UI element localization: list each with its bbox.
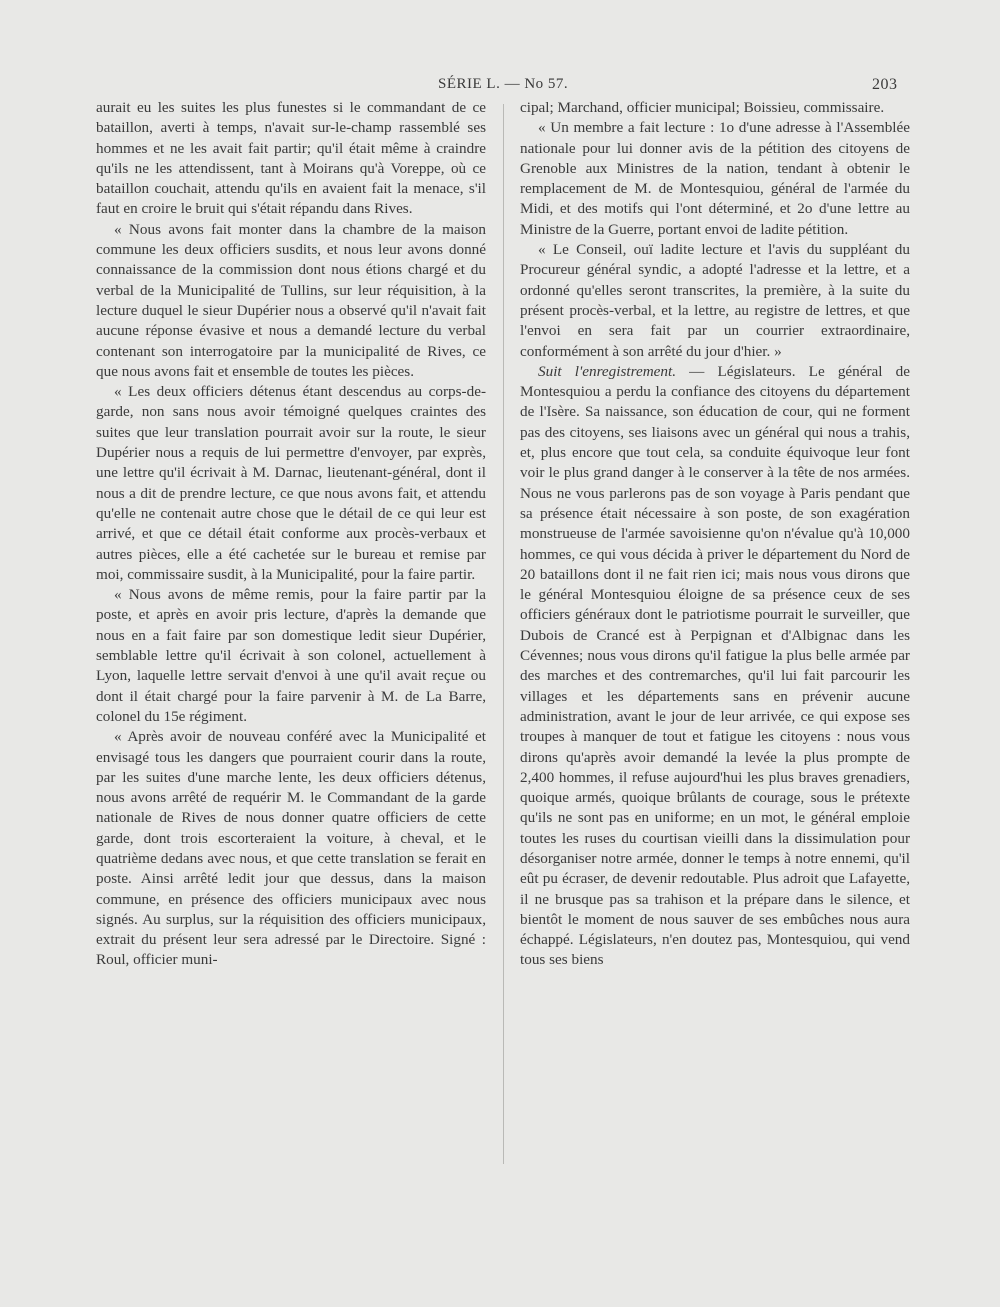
left-paragraph-1: aurait eu les suites les plus funestes si le commandant de ce bataillon, averti à temps, n'avait sur-le-champ rassemblé ses hommes et ne les avait fait partir; qu'il était même à craindre qu'ils ne les attendissent, tant à Moirans qu'à Voreppe, où ce bataillon couchait, attendu qu'ils en avaient fait la menace, s'il faut en croire le bruit qui s'était répandu dans Rives. — [96, 99, 486, 218]
right-paragraph-2: « Un membre a fait lecture : 1o d'une adresse à l'Assemblée nationale pour lui donner avis de la pétition des citoyens de Grenoble aux Ministres de la nation, tendant à obtenir le remplacement de M. de Montesquiou, général de l'armée du Midi, et des motifs qui l'ont déterminé, et 2o d'une lettre au Ministre de la Guerre, portant envoi de ladite pétition. — [520, 119, 910, 238]
page-header — [0, 76, 1000, 98]
right-paragraph-4 — [520, 362, 910, 971]
right-paragraph-3: « Le Conseil, ouï ladite lecture et l'avis du suppléant du Procureur général syndic, a adopté l'adresse et la lettre, et a ordonné qu'elles seront transcrites, la première, à la suite du présent procès-verbal, et la lettre, au registre de lettres, et que l'envoi en sera fait par un courrier extraordinaire, conformément à son arrêté du jour d'hier. » — [520, 241, 910, 360]
left-paragraph-3: « Les deux officiers détenus étant descendus au corps-de-garde, non sans nous avoir témoigné quelques craintes des suites que leur translation pourrait avoir sur la route, le sieur Dupérier nous a requis de lui permettre d'envoyer, par exprès, une lettre qu'il écrivait à M. Darnac, lieutenant-général, dont il nous a dit de prendre lecture, ce que nous avons fait, et attendu qu'elle ne contenait autre chose que le détail de ce qui leur est arrivé, et que ce détail était conforme aux procès-verbaux et autres pièces, elle a été cachetée sur le bureau et remise par moi, commissaire susdit, à la Municipalité, pour la faire partir. — [96, 383, 486, 583]
running-title: SÉRIE L. — No 57. — [438, 76, 569, 92]
left-paragraph-2: « Nous avons fait monter dans la chambre de la maison commune les deux officiers susdits, et nous leur avons donné connaissance de la commission dont nous étions chargé et du verbal de la Municipalité de Tullins, sur leur réquisition, à la lecture duquel le sieur Dupérier nous a observé qu'il n'avait fait aucune réponse évasive et nous a demandé lecture du verbal contenant son interrogatoire par la municipalité de Rives, ce que nous avons fait et ensemble de toutes les pièces. — [96, 220, 486, 380]
left-paragraph-4: « Nous avons de même remis, pour la faire partir par la poste, et après en avoir pris lecture, d'après la demande que nous en a fait faire par son domestique ledit sieur Dupérier, semblable lettre qu'il écrivait à son colonel, actuellement à Lyon, laquelle lettre servait d'envoi à une qu'il avait reçue ou dont il était chargé pour la faire parvenir à M. de La Barre, colonel du 15e régiment. — [96, 586, 486, 725]
left-column — [96, 98, 486, 971]
page-number: 203 — [872, 76, 898, 93]
right-paragraph-4-lead: Suit l'enregistrement. — [538, 362, 677, 380]
column-divider — [503, 104, 504, 1164]
left-paragraph-5: « Après avoir de nouveau conféré avec la Municipalité et envisagé tous les dangers que pourraient courir dans la route, par les suites d'une marche lente, les deux officiers détenus, nous avons arrêté de requérir M. le Commandant de la garde nationale de Rives de nous donner quatre officiers de cette garde, dont trois escorteraient la voiture, à cheval, et le quatrième dedans avec nous, et que cette translation se ferait en poste. Ainsi arrêté ledit jour que dessus, dans la maison commune, en présence des officiers municipaux avec nous signés. Au surplus, sur la réquisition des officiers municipaux, extrait du présent leur sera adressé par le Directoire. Signé : Roul, officier muni- — [96, 728, 486, 969]
right-column — [520, 98, 910, 971]
right-paragraph-4-body: — Législateurs. Le général de Montesquiou a perdu la confiance des citoyens du département de l'Isère. Sa naissance, son éducation de cour, qui ne forment pas des citoyens, ses liaisons avec un général qui nous a trahis, et, plus encore que tout cela, sa conduite équivoque leur font voir le plus grand danger à le conserver à la tête de nos armées. Nous ne vous parlerons pas de son voyage à Paris pendant que sa présence était nécessaire à son poste, de son exagération monstrueuse de l'armée savoisienne qu'on n'évalue qu'à 10,000 hommes, ce qui vous décida à priver le département du Nord de 20 bataillons dont il ne fait rien ici; mais nous vous dirons que le général Montesquiou éloigne de sa présence ceux de ses officiers généraux dont le patriotisme pourrait le surveiller, que Dubois de Crancé est à Perpignan et d'Albignac dans les Cévennes; nous vous dirons qu'il fatigue la plus belle armée par des marches et des contremarches, qu'il lui fait parcourir les villages et les départements sans en prévenir aucune administration, avant le jour de leur arrivée, ce qui expose ses troupes à manquer de tout et fatigue les citoyens : nous vous dirons qu'après avoir demandé la levée la plus prompte de 2,400 hommes, il refuse aujourd'hui les plus braves grenadiers, quoique armés, quoique brûlants de courage, sous le prétexte qu'ils ne sont pas en uniforme; en un mot, le général emploie toutes les ruses du courtisan vieilli dans la dissimulation pour désorganiser notre armée, donner le temps à notre ennemi, qu'il eût pu écraser, de devenir redoutable. Plus adroit que Lafayette, il ne brusque pas sa trahison et la prépare dans le silence, et bientôt le moment de nous sauver de ses embûches nous aura échappé. Législateurs, n'en doutez pas, Montesquiou, qui vend tous ses biens — [520, 362, 910, 969]
right-paragraph-1: cipal; Marchand, officier municipal; Boissieu, commissaire. — [520, 99, 885, 116]
